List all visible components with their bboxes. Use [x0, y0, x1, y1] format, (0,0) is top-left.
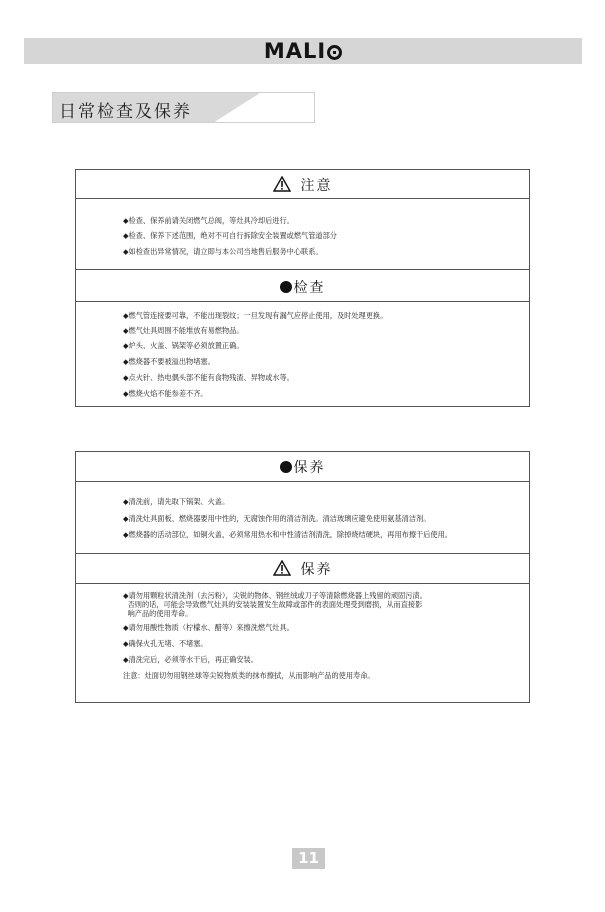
check-item: ◆燃烧火焰不能参差不齐。	[123, 389, 208, 398]
divider	[76, 553, 529, 554]
notice-item: ◆检查、保养下述范围，绝对不可自行拆除安全装置或燃气管道部分	[123, 231, 337, 240]
maintenance-heading	[76, 457, 529, 477]
caution-item: ◆清洗完后，必须等水干后，再正确安装。	[123, 655, 258, 664]
caution-heading	[76, 559, 529, 579]
check-item: ◆点火针、热电偶头部不能有食物残渣、异物或水等。	[123, 373, 294, 382]
check-item: ◆炉头、火盖、锅架等必须放置正确。	[123, 341, 244, 350]
maintenance-box	[75, 451, 530, 703]
notice-title: 注意	[300, 178, 333, 194]
brand-text: MALI	[263, 39, 327, 63]
check-item: ◆燃烧器不要被溢出物堵塞。	[123, 357, 215, 366]
divider	[76, 198, 529, 199]
notice-heading	[76, 175, 529, 195]
maintenance-item: ◆清洗前，请先取下锅架、火盖。	[123, 497, 230, 506]
divider	[76, 301, 529, 302]
section-title: 日常检查及保养	[59, 102, 192, 122]
caution-item: ◆请勿用颗粒状清洗剂（去污粉），尖锐的物体、钢丝绒或刀子等清除燃烧器上残留的顽固污渍。 否则的话，可能会导致燃气灶具的安装装置发生故障或部件的表面处理受到磨损，从而直接影 响产品的使用寿命。	[123, 591, 427, 618]
section-tab	[52, 92, 315, 123]
caution-item: ◆确保火孔无堵、不堵塞。	[123, 639, 208, 648]
bullet-dot-icon	[280, 281, 292, 293]
warning-icon	[273, 560, 291, 576]
divider	[76, 583, 529, 584]
divider	[76, 269, 529, 270]
brand-logo	[24, 39, 582, 63]
caution-item: ◆请勿用酸性物质（柠檬水、醋等）来擦洗燃气灶具。	[123, 623, 294, 632]
check-item: ◆燃气管连接要可靠，不能出现裂纹；一旦发现有漏气应停止使用，及时处理更换。	[123, 311, 388, 320]
check-title: 检查	[293, 280, 326, 296]
notice-item: ◆如检查出异常情况，请立即与本公司当地售后服务中心联系。	[123, 247, 323, 256]
maintenance-item: ◆清洗灶具面板、燃烧器要用中性的，无腐蚀作用的清洁剂洗。清洁玻璃应避免使用氨基清洁剂。	[123, 514, 431, 523]
caution-title: 保养	[300, 562, 333, 578]
bullet-dot-icon	[280, 461, 292, 473]
header-bar	[24, 38, 582, 64]
notice-check-box	[75, 169, 530, 407]
divider	[76, 481, 529, 482]
maintenance-item: ◆燃烧器的活动部位，如铜火盖，必须常用热水和中性清洁剂清洗，除掉烧结硬块，再用布擦干后使用。	[123, 530, 452, 539]
caution-note: 注意：灶面切勿用钢丝球等尖锐物质类的抹布擦拭，从而影响产品的使用寿命。	[123, 671, 375, 680]
warning-icon	[273, 176, 291, 192]
page-number: 11	[292, 848, 325, 869]
check-item: ◆燃气灶具周围不能堆放有易燃物品。	[123, 326, 244, 335]
check-heading	[76, 277, 529, 297]
notice-item: ◆检查、保养前请关闭燃气总阀，等灶具冷却后进行。	[123, 216, 294, 225]
maintenance-title: 保养	[293, 460, 326, 476]
logo-o-icon	[327, 45, 342, 60]
